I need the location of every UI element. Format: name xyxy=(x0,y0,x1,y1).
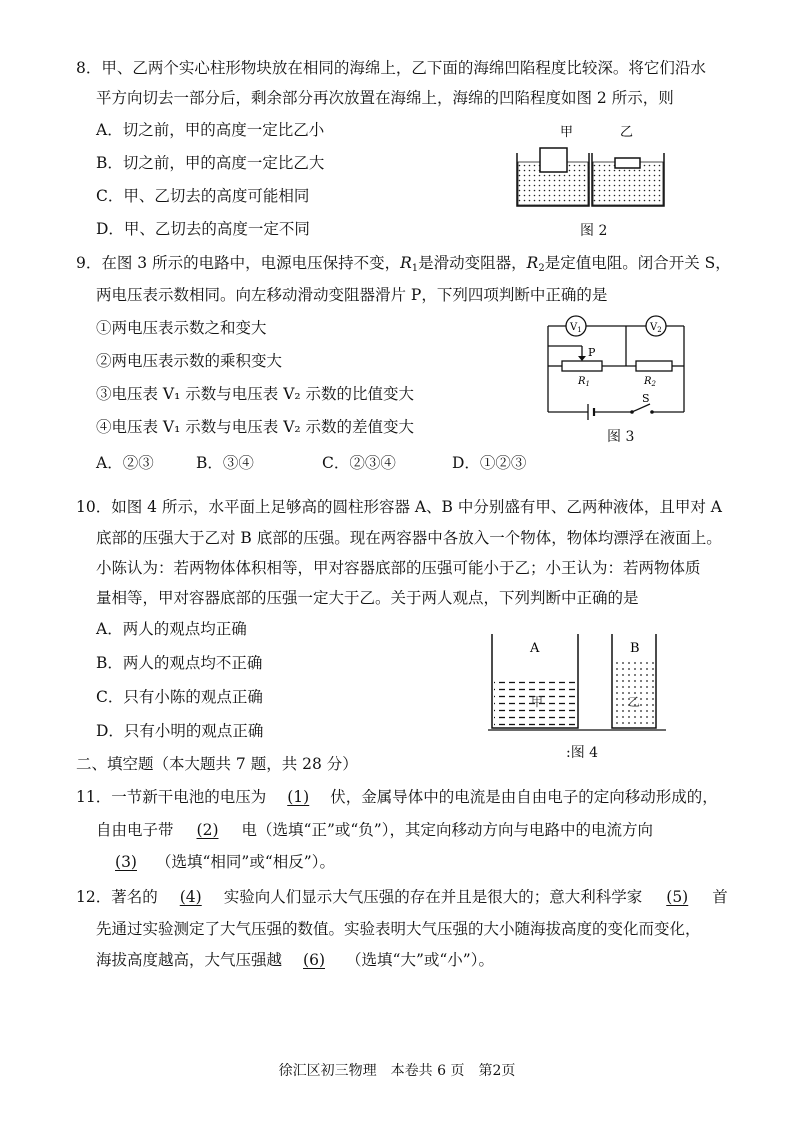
q11-blank-1[interactable]: (1) xyxy=(287,788,310,806)
q12-blank-6[interactable]: (6) xyxy=(303,951,325,969)
fig4-label-a: A xyxy=(530,641,540,656)
q11-line2: 自由电子带 (2) 电（选填“正”或“负”），其定向移动方向与电路中的电流方向 xyxy=(96,821,653,839)
q9-option-d[interactable]: D．①②③ xyxy=(452,454,527,472)
q9-statement-3: ③电压表 V₁ 示数与电压表 V₂ 示数的比值变大 xyxy=(96,385,415,403)
q10-option-a[interactable]: A．两人的观点均正确 xyxy=(96,620,247,638)
q8-stem-line2: 平方向切去一部分后，剩余部分再次放置在海绵上，海绵的凹陷程度如图 2 所示，则 xyxy=(96,89,674,107)
q9-stem-line2: 两电压表示数相同。向左移动滑动变阻器滑片 P，下列四项判断中正确的是 xyxy=(96,286,608,304)
q12-blank-4[interactable]: (4) xyxy=(179,888,202,906)
q11-line3: (3) （选填“相同”或“相反”）。 xyxy=(96,852,335,872)
q10-option-c[interactable]: C．只有小陈的观点正确 xyxy=(96,688,263,706)
q12-blank-5[interactable]: (5) xyxy=(666,888,689,906)
q9-option-a[interactable]: A．②③ xyxy=(96,454,154,472)
q8-stem-line1: 8．甲、乙两个实心柱形物块放在相同的海绵上，乙下面的海绵凹陷程度比较深。将它们沿水 xyxy=(76,59,706,77)
fig3-p-label: P xyxy=(588,346,596,359)
figure-2-sponge-diagram xyxy=(512,118,672,218)
figure-4-caption: :图 4 xyxy=(566,745,599,761)
fig3-v1-label: $V_1$ xyxy=(570,322,582,334)
section-2-heading: 二、填空题（本大题共 7 题，共 28 分） xyxy=(76,755,358,773)
fig3-r1-label: $R_1$ xyxy=(578,376,590,388)
q9-statement-1: ①两电压表示数之和变大 xyxy=(96,319,267,337)
q10-stem-line2: 底部的压强大于乙对 B 底部的压强。现在两容器中各放入一个物体，物体均漂浮在液面上。 xyxy=(96,529,722,547)
q9-stem-line1: 9．在图 3 所示的电路中，电源电压保持不变，$R_1$是滑动变阻器，$R_2$是定值电阻。闭合开关 S， xyxy=(76,254,731,274)
q8-option-b[interactable]: B．切之前，甲的高度一定比乙大 xyxy=(96,154,325,172)
fig4-label-yi: 乙 xyxy=(628,695,641,709)
q11-blank-3[interactable]: (3) xyxy=(115,853,137,871)
q12-line1: 12．著名的 (4) 实验向人们显示大气压强的存在并且是很大的；意大利科学家 (5) 首 xyxy=(76,888,728,906)
q10-stem-line1: 10．如图 4 所示，水平面上足够高的圆柱形容器 A、B 中分别盛有甲、乙两种液体，且甲对 A xyxy=(76,498,723,516)
figure-3-caption: 图 3 xyxy=(607,429,635,445)
q11-line1: 11．一节新干电池的电压为 (1) 伏，金属导体中的电流是由自由电子的定向移动形成的， xyxy=(76,788,718,806)
fig4-label-jia: 甲 xyxy=(531,695,544,709)
fig2-label-yi: 乙 xyxy=(620,125,634,140)
fig3-r2-label: $R_2$ xyxy=(644,376,656,388)
q8-option-d[interactable]: D．甲、乙切去的高度一定不同 xyxy=(96,220,310,238)
q11-blank-2[interactable]: (2) xyxy=(196,821,219,839)
fig3-v2-label: $V_2$ xyxy=(650,322,662,334)
q9-option-c[interactable]: C．②③④ xyxy=(322,454,396,472)
q9-statement-2: ②两电压表示数的乘积变大 xyxy=(96,352,283,370)
fig2-label-jia: 甲 xyxy=(560,125,574,140)
q9-option-b[interactable]: B．③④ xyxy=(196,454,254,472)
q12-line3: 海拔高度越高，大气压强越 (6) （选填“大”或“小”）。 xyxy=(96,951,494,969)
figure-4-containers-diagram xyxy=(488,630,668,735)
figure-2-caption: 图 2 xyxy=(580,223,608,239)
q12-line2: 先通过实验测定了大气压强的数值。实验表明大气压强的大小随海拔高度的变化而变化， xyxy=(96,920,701,938)
q10-stem-line3: 小陈认为：若两物体体积相等，甲对容器底部的压强可能小于乙；小王认为：若两物体质 xyxy=(96,559,701,577)
q9-statement-4: ④电压表 V₁ 示数与电压表 V₂ 示数的差值变大 xyxy=(96,418,415,436)
fig4-label-b: B xyxy=(630,641,640,656)
q10-option-d[interactable]: D．只有小明的观点正确 xyxy=(96,722,264,740)
q10-option-b[interactable]: B．两人的观点均不正确 xyxy=(96,654,263,672)
page-footer: 徐汇区初三物理 本卷共 6 页 第2页 xyxy=(278,1063,516,1079)
q10-stem-line4: 量相等，甲对容器底部的压强一定大于乙。关于两人观点，下列判断中正确的是 xyxy=(96,589,639,607)
q8-option-c[interactable]: C．甲、乙切去的高度可能相同 xyxy=(96,187,310,205)
q8-option-a[interactable]: A．切之前，甲的高度一定比乙小 xyxy=(96,121,325,139)
figure-3-circuit-diagram xyxy=(540,312,690,422)
fig3-s-label: S xyxy=(642,392,650,405)
